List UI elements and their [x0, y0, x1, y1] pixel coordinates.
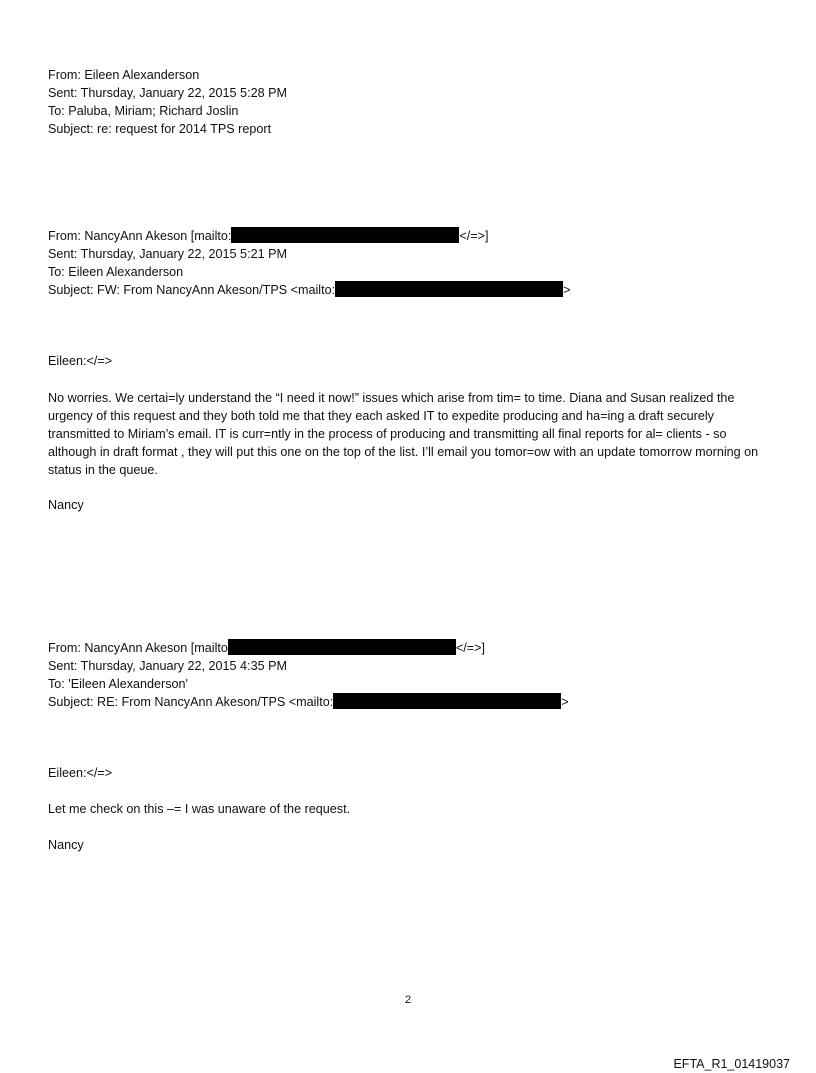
email-1-subject: Subject: re: request for 2014 TPS report	[48, 122, 272, 136]
page-number: 2	[404, 994, 412, 1006]
email-3-from-suffix: </=>]	[455, 641, 485, 655]
email-1-to: To: Paluba, Miriam; Richard Joslin	[48, 104, 239, 118]
email-2-body: No worries. We certai=ly understand the “I need it now!” issues which arise from tim= to time. Diana and Susan realized the urgency of this request and they both told me that they each asked IT to expedite producing and ha=ing a draft securely transmitted to Miriam’s email. IT is curr=ntly in the process of producing and transmitting all final reports for al= clients - so although in draft format , they will put this one on the top of the list. I’ll email you tomor=ow with an update tomorrow morning on status in the queue.	[48, 391, 759, 477]
email-3-subject-suffix: >	[561, 695, 569, 709]
email-3-body: Let me check on this –= I was unaware of the request.	[48, 802, 351, 816]
email-3-to: To: 'Eileen Alexanderson'	[48, 677, 188, 691]
email-3-greeting: Eileen:</=>	[48, 766, 113, 780]
email-2-header	[48, 227, 778, 299]
redaction-block	[228, 639, 456, 655]
email-2-subject-line	[48, 281, 778, 299]
email-3-from-line	[48, 639, 778, 657]
email-2-to: To: Eileen Alexanderson	[48, 265, 184, 279]
email-3-signature-wrap	[48, 836, 778, 854]
email-2-subject-suffix: >	[563, 283, 571, 297]
email-2-sent: Sent: Thursday, January 22, 2015 5:21 PM	[48, 247, 287, 261]
email-3-body-wrap	[48, 800, 778, 818]
email-3-from: From: NancyAnn Akeson [mailto	[48, 641, 228, 655]
redaction-block	[231, 227, 459, 243]
email-2-greeting-wrap	[48, 352, 778, 370]
email-2-subject: Subject: FW: From NancyAnn Akeson/TPS <mailto:	[48, 283, 336, 297]
email-3-sent: Sent: Thursday, January 22, 2015 4:35 PM	[48, 659, 287, 673]
email-3-greeting-wrap	[48, 764, 778, 782]
document-id: EFTA_R1_01419037	[673, 1057, 790, 1071]
email-3-signature: Nancy	[48, 838, 84, 852]
email-2-from: From: NancyAnn Akeson [mailto:	[48, 229, 232, 243]
email-2-signature-wrap	[48, 496, 778, 514]
email-2-from-suffix: </=>]	[459, 229, 489, 243]
email-2-signature: Nancy	[48, 498, 84, 512]
redaction-block	[335, 281, 563, 297]
email-1-header	[48, 66, 778, 138]
email-1-from: From: Eileen Alexanderson	[48, 68, 200, 82]
email-2-from-line	[48, 227, 778, 245]
email-3-subject-line	[48, 693, 778, 711]
email-1-sent: Sent: Thursday, January 22, 2015 5:28 PM	[48, 86, 287, 100]
redaction-block	[333, 693, 561, 709]
email-3-header	[48, 639, 778, 711]
email-2-greeting: Eileen:</=>	[48, 354, 113, 368]
email-3-subject: Subject: RE: From NancyAnn Akeson/TPS <mailto:	[48, 695, 334, 709]
